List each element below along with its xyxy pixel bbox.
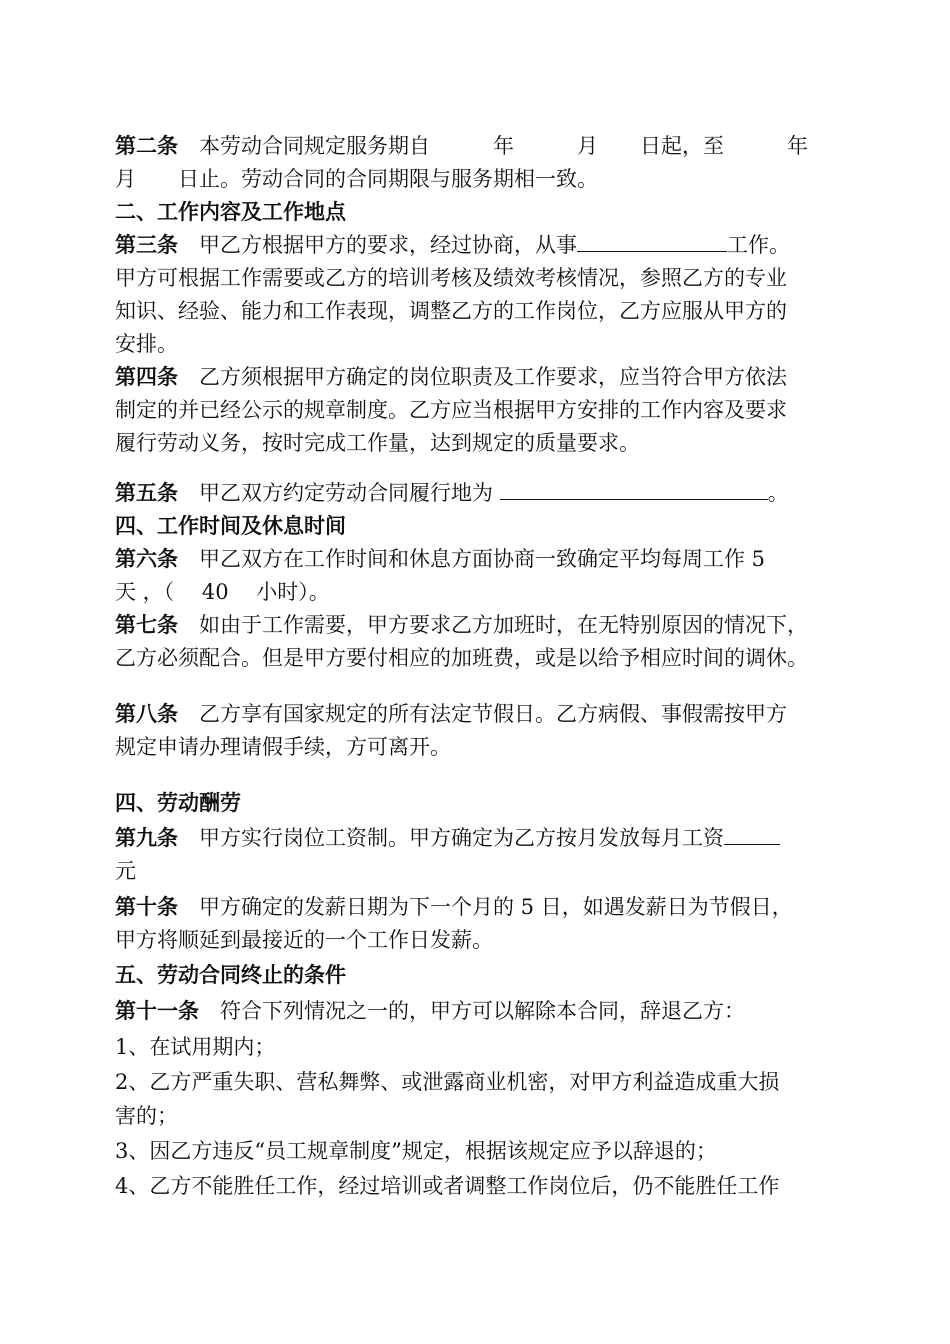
article-4-line-2: 制定的并已经公示的规章制度。乙方应当根据甲方安排的工作内容及要求: [115, 398, 787, 422]
workplace-blank[interactable]: [500, 479, 768, 500]
article-6-line-2: 天 ，（ 40 小时）。: [115, 580, 330, 604]
job-title-blank[interactable]: [577, 231, 727, 252]
article-4-line-3: 履行劳动义务，按时完成工作量，达到规定的质量要求。: [115, 431, 640, 455]
monthly-salary-blank[interactable]: [724, 824, 780, 845]
article-10-line-1: 第十条 甲方确定的发薪日期为下一个月的 5 日，如遇发薪日为节假日，: [115, 894, 793, 919]
article-9-label: 第九条: [115, 825, 178, 850]
article-8-line-2: 规定申请办理请假手续，方可离开。: [115, 735, 451, 759]
article-7-line-2: 乙方必须配合。但是甲方要付相应的加班费，或是以给予相应时间的调休。: [115, 646, 808, 670]
article-4-line-1: 第四条 乙方须根据甲方确定的岗位职责及工作要求，应当符合甲方依法: [115, 364, 787, 389]
section-heading-work-hours: 四、工作时间及休息时间: [115, 513, 346, 538]
article-7-label: 第七条: [115, 612, 178, 637]
article-2-line-2: 月 日止。劳动合同的合同期限与服务期相一致。: [115, 167, 598, 191]
article-11-item-2-line-1: 2、乙方严重失职、营私舞弊、或泄露商业机密，对甲方利益造成重大损: [115, 1070, 780, 1094]
article-11-item-2-line-2: 害的；: [115, 1104, 178, 1128]
article-5-label: 第五条: [115, 480, 178, 505]
article-5-line-1: 第五条 甲乙双方约定劳动合同履行地为 。: [115, 480, 789, 505]
article-3-line-4: 安排。: [115, 332, 178, 356]
section-heading-termination: 五、劳动合同终止的条件: [115, 962, 346, 987]
article-2-label: 第二条: [115, 133, 178, 158]
article-11-item-4: 4、乙方不能胜任工作，经过培训或者调整工作岗位后，仍不能胜任工作: [115, 1174, 780, 1198]
section-heading-compensation: 四、劳动酬劳: [115, 790, 241, 815]
article-3-line-1: 第三条 甲乙方根据甲方的要求，经过协商，从事 工作。: [115, 232, 790, 257]
article-11-line-1: 第十一条 符合下列情况之一的，甲方可以解除本合同，辞退乙方：: [115, 998, 745, 1023]
article-11-label: 第十一条: [115, 998, 199, 1023]
article-11-item-1: 1、在试用期内；: [115, 1035, 276, 1059]
article-6-label: 第六条: [115, 546, 178, 571]
article-8-label: 第八条: [115, 701, 178, 726]
article-3-line-2: 甲方可根据工作需要或乙方的培训考核及绩效考核情况，参照乙方的专业: [115, 266, 787, 290]
article-10-label: 第十条: [115, 894, 178, 919]
article-11-item-3: 3、因乙方违反“员工规章制度”规定，根据该规定应予以辞退的；: [115, 1139, 717, 1163]
article-3-line-3: 知识、经验、能力和工作表现，调整乙方的工作岗位，乙方应服从甲方的: [115, 299, 787, 323]
article-2-line-1: 第二条 本劳动合同规定服务期自 年 月 日起，至 年: [115, 133, 808, 158]
article-7-line-1: 第七条 如由于工作需要，甲方要求乙方加班时，在无特别原因的情况下，: [115, 612, 808, 637]
article-9-line-1: 第九条 甲方实行岗位工资制。甲方确定为乙方按月发放每月工资: [115, 823, 780, 853]
article-6-line-1: 第六条 甲乙双方在工作时间和休息方面协商一致确定平均每周工作 5: [115, 546, 766, 571]
article-10-line-2: 甲方将顺延到最接近的一个工作日发薪。: [115, 928, 493, 952]
article-8-line-1: 第八条 乙方享有国家规定的所有法定节假日。乙方病假、事假需按甲方: [115, 701, 787, 726]
article-3-label: 第三条: [115, 232, 178, 257]
article-4-label: 第四条: [115, 364, 178, 389]
section-heading-work-content: 二、工作内容及工作地点: [115, 199, 346, 224]
article-9-line-2: 元: [115, 859, 136, 883]
